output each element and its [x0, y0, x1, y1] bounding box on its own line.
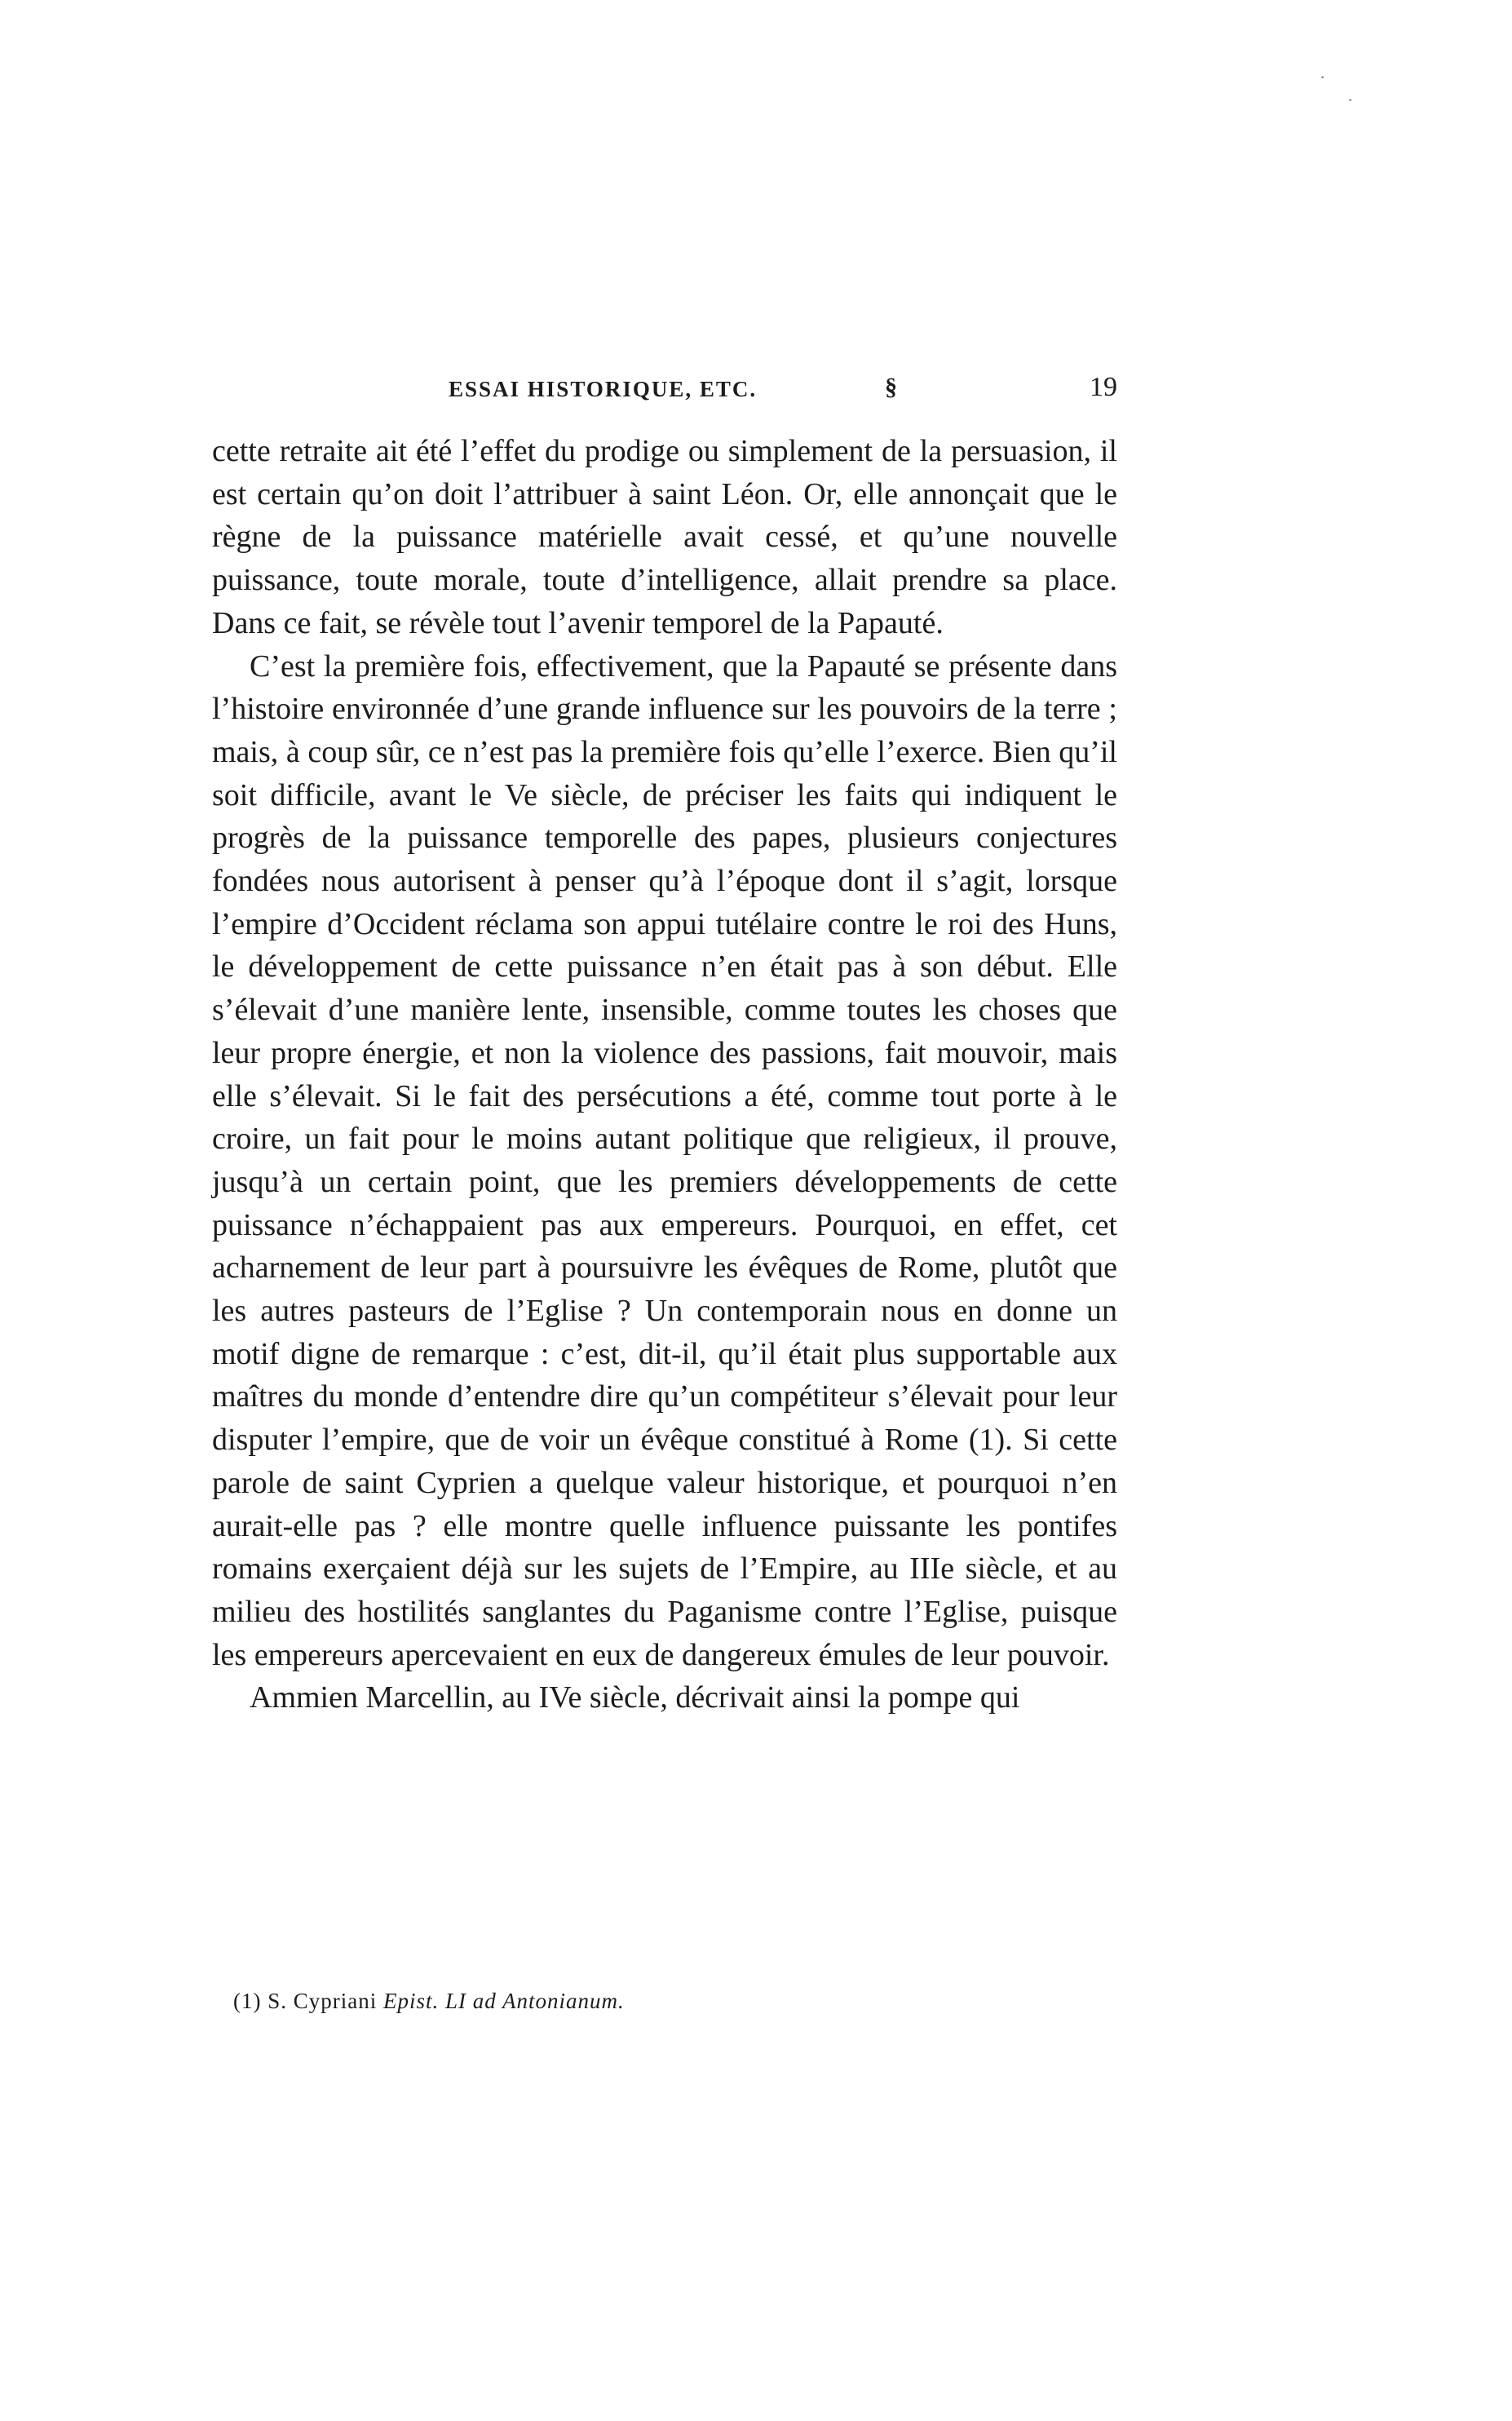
footnote-marker: (1): [233, 1989, 262, 2013]
footnote-author: S. Cypriani: [267, 1989, 378, 2013]
running-title: ESSAI HISTORIQUE, ETC.: [449, 377, 758, 401]
footnote: [233, 1989, 625, 2014]
footnote-work: Epist. LI ad Antonianum.: [383, 1989, 625, 2013]
paragraph-2: C’est la première fois, effectivement, que la Papauté se présente dans l’histoire environnée d’une grande influence sur les pouvoirs de la terre ; mais, à coup sûr, ce n’est pas la première fois qu’elle l’exerce. Bien qu’il soit difficile, avant le Ve siècle, de préciser les faits qui indiquent le progrès de la puissance temporelle des papes, plusieurs conjectures fondées nous autorisent à penser qu’à l’époque dont il s’agit, lorsque l’empire d’Occident réclama son appui tutélaire contre le roi des Huns, le développement de cette puissance n’en était pas à son début. Elle s’élevait d’une manière lente, insensible, comme toutes les choses que leur propre énergie, et non la violence des passions, fait mouvoir, mais elle s’élevait. Si le fait des persécutions a été, comme tout porte à le croire, un fait pour le moins autant politique que religieux, il prouve, jusqu’à un certain point, que les premiers développements de cette puissance n’échappaient pas aux empereurs. Pourquoi, en effet, cet acharnement de leur part à poursuivre les évêques de Rome, plutôt que les autres pasteurs de l’Eglise ? Un contemporain nous en donne un motif digne de remarque : c’est, dit-il, qu’il était plus supportable aux maîtres du monde d’entendre dire qu’un compétiteur s’élevait pour leur disputer l’empire, que de voir un évêque constitué à Rome (1). Si cette parole de saint Cyprien a quelque valeur historique, et pourquoi n’en aurait-elle pas ? elle montre quelle influence puissante les pontifes romains exerçaient déjà sur les sujets de l’Empire, au IIIe siècle, et au milieu des hostilités sanglantes du Paganisme contre l’Eglise, puisque les empereurs apercevaient en eux de dangereux émules de leur pouvoir.: [212, 648, 1117, 1672]
running-head: [212, 372, 1117, 409]
paragraph-3: Ammien Marcellin, au IVe siècle, décrivait ainsi la pompe qui: [250, 1680, 1020, 1715]
paper-speck: ·: [1347, 90, 1354, 110]
paragraph-1: cette retraite ait été l’effet du prodige ou simplement de la persuasion, il est certain qu’on doit l’attribuer à saint Léon. Or, elle annonçait que le règne de la puissance matérielle avait cessé, et qu’une nouvelle puissance, toute morale, toute d’intelligence, allait prendre sa place. Dans ce fait, se révèle tout l’avenir temporel de la Papauté.: [212, 434, 1117, 640]
body-text: [212, 430, 1117, 1719]
running-mark: §: [885, 374, 897, 401]
page-number: 19: [1090, 372, 1117, 402]
paper-speck: ·: [1320, 67, 1326, 87]
